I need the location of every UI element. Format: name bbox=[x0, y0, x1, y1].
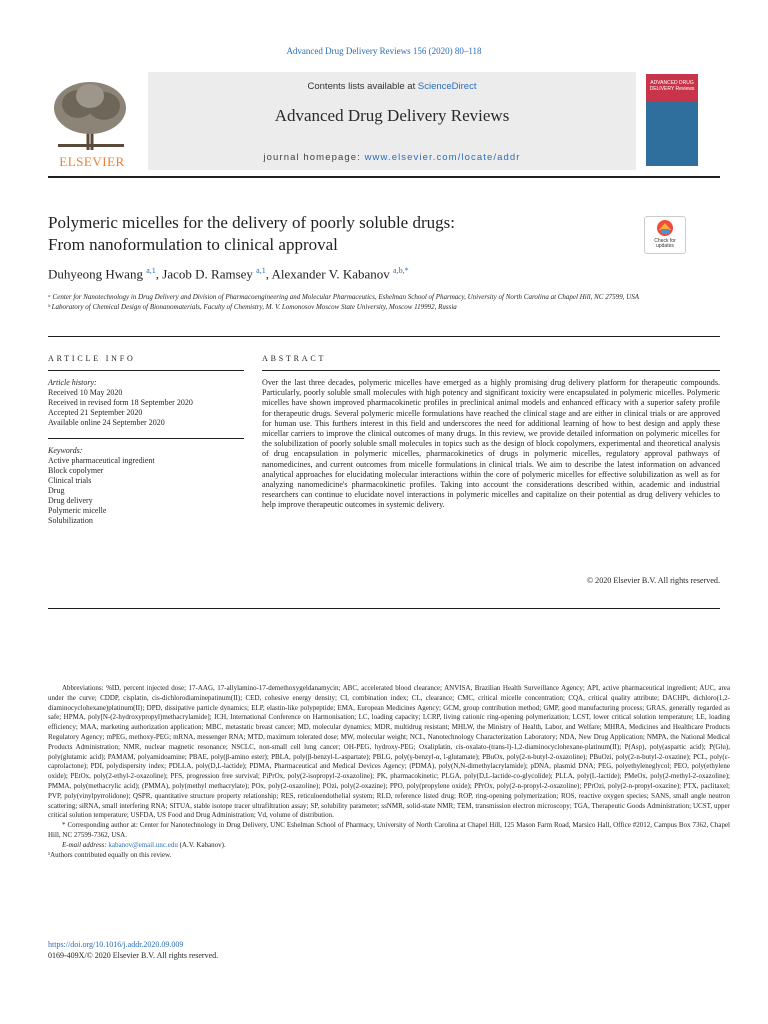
author-name[interactable]: , Jacob D. Ramsey bbox=[155, 266, 257, 282]
author-name[interactable]: Duhyeong Hwang bbox=[48, 266, 147, 282]
contents-line bbox=[148, 81, 636, 92]
author-name[interactable]: , Alexander V. Kabanov bbox=[265, 266, 394, 282]
crossmark-label: Check for updates bbox=[654, 238, 676, 249]
header-divider bbox=[48, 176, 720, 178]
author-affiliation-marker[interactable]: a,b,* bbox=[393, 266, 409, 275]
keyword: Block copolymer bbox=[48, 466, 104, 475]
article-info-divider bbox=[48, 370, 244, 371]
email-footnote bbox=[48, 841, 730, 851]
footnotes bbox=[48, 684, 730, 860]
journal-homepage-link[interactable]: www.elsevier.com/locate/addr bbox=[364, 152, 521, 163]
copyright-notice: © 2020 Elsevier B.V. All rights reserved. bbox=[586, 576, 720, 585]
journal-banner bbox=[148, 72, 636, 170]
keywords-title: Keywords: bbox=[48, 446, 83, 455]
homepage-line bbox=[148, 152, 636, 163]
article-title-line: Polymeric micelles for the delivery of poorly soluble drugs: bbox=[48, 213, 455, 232]
section-divider bbox=[48, 336, 720, 337]
crossmark-icon[interactable] bbox=[644, 216, 686, 254]
history-title: Article history: bbox=[48, 378, 97, 387]
abbreviations-footnote: Abbreviations: %ID, percent injected dose; 17-AAG, 17-allylamino-17-demethoxygeldanamycin; ABC, accelerated blood clearance; ANVISA, Brazilian Health Surveillance Agency; API, active pharmaceutical ingredient; AUC, area under the curve; CDDP, cisplatin, cis-dichlorodiaminepatinum(II); CED, cohesive energy density; CI, combination index; CL, clearance; CMC, critical micelle concentration; CQA, critical quality attribute; DACHPt, dichloro(1,2-diaminocyclohexane)platinum(II); DPD, dissipative particle dynamics; ELP, elastin-like polypeptide; EMA, European Medicines Agency; GCM, group contribution method; GMP, good manufacturing process; GRAS, generally regarded as safe; HPMA, poly[N-(2-hydroxypropyl)methacrylamide]; ICH, International Conference on Harmonisation; LC, loading capacity; LCRP, living cationic ring-opening polymerization; LCST, lower critical solution temperature; LE, loading efficiency; MAA, marketing authorization application; MBC, metastatic breast cancer; MD, molecular dynamics; MDR, multidrug resistant; MHLW, the Ministry of Health, Labor, and Welfare; MHRA, Medicines and Healthcare Products Regulatory Agency; mPEG, methoxy-PEG; mRNA, messenger RNA; MTD, maximum tolerated dose; MW, molecular weight; NCL, Nanotechnology Characterization Laboratory; NDA, New Drug Application; NMPA, the National Medical Products Administration; NMR, nuclear magnetic resonance; NSCLC, non-small cell lung cancer; OH-PEG, hydroxy-PEG; Oxaliplatin, cis-oxalato-(trans-l)-1,2-diaminocyclohexane-platinum(II); P(Asp), poly(aspartic acid); P(Glu), poly(glutamic acid); PAMAM, polyamidoamine; PBAE, poly(β-amino ester); PBLA, poly(β-benzyl-L-aspartate); PBLG, poly(γ-benzyl-α, l-glutamate); PBuOx, poly(2-n-butyl-2-oxazoline); PBuOzi, poly(2-n-butyl-2-oxazine); PCL, poly(ε-caprolactone); PDI, polydispersity index; PDLLA, poly(D,L-lactide); PDMA, Pharmaceutical and Medical Devices Agency; (PDMA), poly(N,N-dimethylacrylamide); pDNA, plasmid DNA; PEG, polyethyleneglycol; PEO, poly(ethylene oxide); PEtOx, poly(2-ethyl-2-oxazoline); PFS, progression free survival; PiPrOx, poly(2-isopropyl-2-oxazoline); PK, pharmacokinetic; PLGA, poly(D,L-lactide-co-glycolide); PLLA, poly(L-lactide); PMeOx, poly(2-methyl-2-oxazoline); PMMA, poly(methacrylic acid); (PMMA), poly(methyl methacrylate); POx, poly(2-oxazoline); POzi, poly(2-oxazine); PPO, poly(propylene oxide); PPrOx, poly(2-n-propyl-2-oxazoline); PPrOzi, poly(2-n-propyl-oxazine); PTX, paclitaxel; PVP, poly(vinylpyrrolidone); QSPR, quantitative structure property relationship; RES, reticuloendothelial system; RLD, reference listed drug; ROP, ring-opening polymerization; ROS, reactive oxygen species; SANS, small angle neutron scattering; siRNA, small interfering RNA; SITUA, stable isotope tracer ultrafiltration assay; SP, solubility parameter; ssNMR, solid-state NMR; TEM, transmission electron microscopy; TGA, Therapeutic Goods Administration; UCST, upper critical solution temperature; USFDA, US Food and Drug Administration; Vd, volume of distribution. bbox=[48, 684, 730, 820]
affiliation-a: ᵃ Center for Nanotechnology in Drug Delivery and Division of Pharmacoengineering and Molecular Pharmaceutics, Eshelman School of Pharmacy, University of North Carolina at Chapel Hill, NC 27599, USA bbox=[48, 293, 640, 301]
publisher-wordmark: ELSEVIER bbox=[59, 154, 125, 169]
journal-title: Advanced Drug Delivery Reviews bbox=[274, 106, 510, 125]
keyword: Solubilization bbox=[48, 516, 93, 525]
email-link[interactable]: kabanov@email.unc.edu bbox=[108, 840, 178, 849]
keywords bbox=[48, 446, 244, 526]
abstract-divider bbox=[262, 370, 720, 371]
keywords-divider bbox=[48, 438, 244, 439]
history-entry: Accepted 21 September 2020 bbox=[48, 408, 143, 417]
elsevier-tree-icon[interactable] bbox=[48, 78, 134, 169]
equal-contribution-footnote: ¹Authors contributed equally on this review. bbox=[48, 850, 172, 859]
history-entry: Received 10 May 2020 bbox=[48, 388, 123, 397]
affiliation-b: ᵇ Laboratory of Chemical Design of Bionanomaterials, Faculty of Chemistry, M. V. Lomonosov Moscow State University, Moscow 119992, Russia bbox=[48, 303, 457, 311]
article-title-line: From nanoformulation to clinical approval bbox=[48, 235, 338, 254]
keyword: Drug delivery bbox=[48, 496, 93, 505]
article-title bbox=[48, 212, 608, 256]
email-suffix: (A.V. Kabanov). bbox=[177, 840, 226, 849]
cover-title: ADVANCED DRUG DELIVERY Reviews bbox=[649, 80, 695, 92]
abstract-heading: ABSTRACT bbox=[262, 354, 327, 363]
keyword: Drug bbox=[48, 486, 65, 495]
journal-citation-link[interactable]: Advanced Drug Delivery Reviews 156 (2020) 80–118 bbox=[286, 46, 482, 56]
keyword: Active pharmaceutical ingredient bbox=[48, 456, 155, 465]
history-entry: Received in revised form 18 September 2020 bbox=[48, 398, 193, 407]
homepage-prefix: journal homepage: bbox=[263, 152, 365, 163]
keyword: Clinical trials bbox=[48, 476, 92, 485]
sciencedirect-link[interactable]: ScienceDirect bbox=[417, 81, 477, 92]
corresponding-author-footnote: * Corresponding author at: Center for Nanotechnology in Drug Delivery, UNC Eshelman School of Pharmacy, University of North Carolina at Chapel Hill, 125 Mason Farm Road, Marsico Hall, Office #2012, Campus Box 7362, Chapel Hill, NC 27599-7362, USA. bbox=[48, 821, 730, 839]
email-label: E-mail address: bbox=[62, 840, 109, 849]
issn-line: 0169-409X/© 2020 Elsevier B.V. All rights reserved. bbox=[48, 951, 219, 960]
article-info-heading: ARTICLE INFO bbox=[48, 354, 136, 363]
masthead bbox=[48, 72, 720, 172]
body-divider bbox=[48, 608, 720, 609]
author-affiliation-marker[interactable]: a,1 bbox=[146, 266, 156, 275]
author-list bbox=[48, 266, 708, 282]
author-affiliation-marker[interactable]: a,1 bbox=[256, 266, 266, 275]
contents-prefix: Contents lists available at bbox=[307, 81, 418, 92]
doi-link[interactable]: https://doi.org/10.1016/j.addr.2020.09.009 bbox=[48, 940, 184, 949]
article-history bbox=[48, 378, 244, 428]
history-entry: Available online 24 September 2020 bbox=[48, 418, 165, 427]
keyword: Polymeric micelle bbox=[48, 506, 107, 515]
affiliations bbox=[48, 292, 720, 312]
abstract-text: Over the last three decades, polymeric micelles have emerged as a highly promising drug delivery platform for therapeutic compounds. Particularly, poorly soluble small molecules with high potency and significant toxicity were encapsulated in polymeric micelles. Polymeric micelles have shown improved pharmacokinetic profiles in preclinical animal models and enhanced efficacy with a superior safety profile for therapeutic drugs. Several polymeric micelle formulations have reached the clinical stage and are either in clinical trials or are approved for human use. This furthers interest in this field and underscores the need for additional learning of how to best design and apply these micellar carriers to improve the clinical outcomes of many drugs. In this review, we provide detailed information on polymeric micelles for the solubilization of poorly soluble small molecules in topics such as the design of block copolymers, experimental and theoretical analysis of drug encapsulation in polymeric micelles, pharmacokinetics of drugs in polymeric micelles, regulatory approval pathways of nanomedicines, and current outcomes from micelle formulations in clinical trials. We aim to describe the latest information on advanced analytical approaches for elucidating molecular interactions within the core of polymeric micelles for effective solubilization as well as for analyzing nanomedicine's pharmacokinetic profiles. Taking into account the considerations described within, academic and industrial researchers can continue to elucidate novel interactions in polymeric micelles and capitalize on their potential as drug delivery vehicles to help improve therapeutic outcomes in systemic delivery. bbox=[262, 378, 720, 510]
journal-cover-thumbnail[interactable] bbox=[646, 74, 698, 166]
